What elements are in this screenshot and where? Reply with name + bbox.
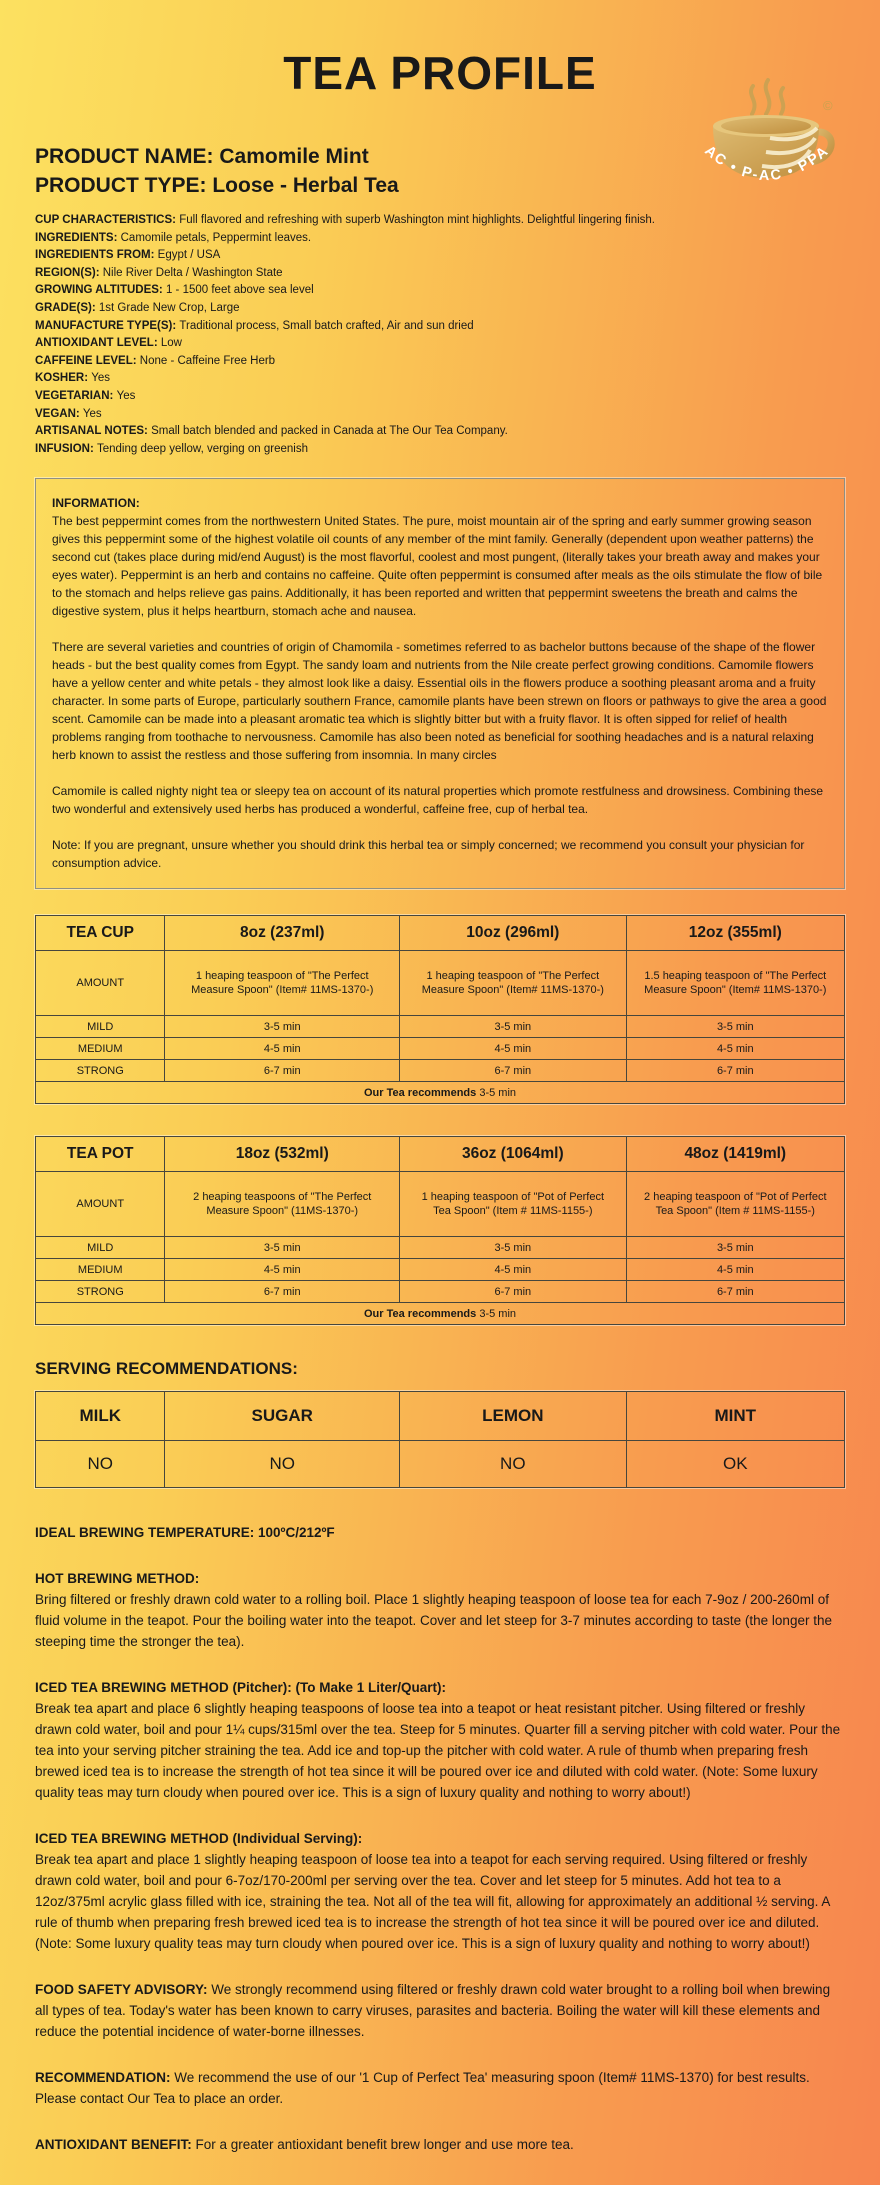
- serving-value-cell: NO: [36, 1441, 165, 1488]
- steep-table-tea-cup: [35, 915, 845, 1104]
- characteristic-label: INFUSION:: [35, 442, 97, 455]
- amount-cell: 1.5 heaping teaspoon of "The Perfect Measure Spoon" (Item# 11MS-1370-): [626, 951, 844, 1016]
- steep-size-header: 12oz (355ml): [626, 916, 844, 951]
- steep-footer-bold: Our Tea recommends: [363, 1307, 477, 1320]
- steep-time-cell: 6-7 min: [165, 1281, 400, 1303]
- advisory-label: ANTIOXIDANT BENEFIT:: [35, 2137, 196, 2153]
- teacup-logo: [696, 74, 838, 210]
- steep-time-cell: 6-7 min: [626, 1060, 844, 1082]
- steep-header-row: [36, 1137, 845, 1172]
- characteristic-line: [35, 370, 845, 388]
- serving-value-cell: NO: [165, 1441, 400, 1488]
- product-type-value: Loose - Herbal Tea: [212, 174, 399, 197]
- information-box: [35, 478, 845, 889]
- advisory-label: FOOD SAFETY ADVISORY:: [35, 1982, 212, 1998]
- brewing-method-body: Break tea apart and place 6 slightly heaping teaspoons of loose tea into a teapot or heat resistant pitcher. Using filtered or freshly drawn cold water, boil and pour 1¼ cups/315ml over the tea. Steep for 5 minutes. Quarter fill a serving pitcher with cold water. Pour the tea into your serving pitcher straining the tea. Add ice and top-up the pitcher with cold water. A rule of thumb when preparing fresh brewed iced tea is to increase the strength of hot tea since it will be poured over ice and diluted with cold water. (Note: Some luxury quality teas may turn cloudy when poured over ice. This is a sign of luxury quality and nothing to worry about!): [35, 1701, 841, 1801]
- brewing-method-section: [35, 1828, 845, 1954]
- characteristic-line: [35, 247, 845, 265]
- ideal-brewing-temperature: [35, 1522, 845, 1543]
- brewing-method-heading: ICED TEA BREWING METHOD (Individual Serving):: [35, 1831, 363, 1847]
- brewing-method-section: [35, 1677, 845, 1803]
- characteristic-label: CUP CHARACTERISTICS:: [35, 214, 180, 226]
- steep-size-header: 10oz (296ml): [400, 916, 627, 951]
- advisory-label: RECOMMENDATION:: [35, 2070, 175, 2086]
- serving-header-row: [36, 1392, 845, 1441]
- steep-time-cell: 3-5 min: [165, 1237, 400, 1259]
- steep-time-cell: 3-5 min: [626, 1237, 844, 1259]
- ideal-temp-value: 100ºC/212ºF: [258, 1525, 335, 1541]
- steep-size-header: 8oz (237ml): [165, 916, 400, 951]
- characteristic-value: Yes: [91, 372, 110, 385]
- steep-table-tea-pot: [35, 1136, 845, 1325]
- amount-cell: 2 heaping teaspoon of "Pot of Perfect Tea Spoon" (Item # 11MS-1155-): [626, 1172, 844, 1237]
- advisory-sections: [35, 1979, 845, 2155]
- amount-cell: 1 heaping teaspoon of "The Perfect Measure Spoon" (Item# 11MS-1370-): [165, 951, 400, 1016]
- steep-strength-row: [36, 1016, 845, 1038]
- characteristic-line: [35, 353, 845, 371]
- steep-strength-row: [36, 1038, 845, 1060]
- steep-time-cell: 6-7 min: [400, 1060, 627, 1082]
- steep-strength-row: [36, 1281, 845, 1303]
- characteristic-value: Yes: [82, 407, 102, 420]
- serving-value-row: [36, 1441, 845, 1488]
- brewing-method-sections: [35, 1568, 845, 1954]
- advisory-body: For a greater antioxidant benefit brew longer and use more tea.: [195, 2137, 574, 2153]
- product-name-label: PRODUCT NAME:: [35, 145, 214, 168]
- brewing-method-heading: ICED TEA BREWING METHOD (Pitcher): (To Make 1 Liter/Quart):: [35, 1680, 447, 1696]
- strength-label: STRONG: [36, 1060, 165, 1082]
- steep-size-header: 48oz (1419ml): [626, 1137, 844, 1172]
- steep-footer-text: 3-5 min: [476, 1086, 517, 1099]
- steep-strength-row: [36, 1259, 845, 1281]
- steep-time-cell: 4-5 min: [626, 1259, 844, 1281]
- characteristic-line: [35, 335, 845, 353]
- characteristic-label: VEGAN:: [35, 407, 83, 420]
- amount-cell: 1 heaping teaspoon of "Pot of Perfect Tea Spoon" (Item # 11MS-1155-): [400, 1172, 627, 1237]
- steep-table-title: TEA POT: [36, 1137, 165, 1172]
- information-paragraph: There are several varieties and countries of origin of Chamomila - sometimes referred to as bachelor buttons because of the shape of the flower heads - but the best quality comes from Egypt. The sandy loam and nutrients from the Nile create perfect growing conditions. Camomile flowers have a yellow center and white petals - they almost look like a daisy. Essential oils in the flowers produce a soothing pleasant aroma and a fruity character. In some parts of Europe, particularly southern France, camomile plants have been strewn on floors or pathways to give the area a good scent. Camomile can be made into a pleasant aromatic tea which is slightly bitter but with a fruity flavor. It is often sipped for relief of health problems ranging from toothache to nervousness. Camomile has also been noted as beneficial for soothing headaches and is a natural relaxing herb known to assist the restless and those suffering from insomnia. In many circles: [52, 640, 827, 763]
- steep-time-cell: 3-5 min: [400, 1237, 627, 1259]
- steep-time-cell: 4-5 min: [626, 1038, 844, 1060]
- characteristic-value: 1 - 1500 feet above sea level: [165, 284, 314, 297]
- steep-amount-row: [36, 1172, 845, 1237]
- steep-footer-text: 3-5 min: [476, 1307, 517, 1320]
- steep-time-cell: 4-5 min: [165, 1038, 400, 1060]
- characteristic-line: [35, 282, 845, 300]
- information-paragraph: The best peppermint comes from the northwestern United States. The pure, moist mountain air of the spring and early summer growing season gives this peppermint some of the highest volatile oil counts of any member of the mint family. Generally (dependent upon weather patterns) the second cut (takes place during mid/end August) is the most flavorful, coolest and most pungent, (literally takes your breath away and makes your eyes water). Peppermint is an herb and contains no caffeine. Quite often peppermint is consumed after meals as the oils stimulate the flow of bile to the stomach and helps relieve gas pains. Additionally, it has been reported and written that peppermint sweetens the breath and calms the digestive system, plus it helps heartburn, stomach ache and nausea.: [52, 514, 823, 619]
- steep-time-cell: 6-7 min: [400, 1281, 627, 1303]
- characteristic-line: [35, 441, 845, 459]
- advisory-body: We strongly recommend using filtered or freshly drawn cold water brought to a rolling boil when brewing all types of tea. Today's water has been known to carry viruses, parasites and bacteria. Boiling the water will kill these elements and reduce the potential incidence of water-borne illnesses.: [35, 1982, 831, 2040]
- characteristic-value: 1st Grade New Crop, Large: [98, 301, 240, 314]
- product-name-value: Camomile Mint: [219, 145, 369, 168]
- logo-arc-text: AC • P-AC • PPA: [701, 142, 833, 185]
- copyright-icon: ©: [823, 98, 833, 113]
- serving-table: [35, 1391, 845, 1488]
- product-type-label: PRODUCT TYPE:: [35, 174, 207, 197]
- steep-time-cell: 6-7 min: [165, 1060, 400, 1082]
- steep-footer-bold: Our Tea recommends: [363, 1086, 477, 1099]
- brewing-method-heading: HOT BREWING METHOD:: [35, 1571, 200, 1587]
- characteristic-label: GROWING ALTITUDES:: [35, 284, 166, 297]
- steep-amount-row: [36, 951, 845, 1016]
- page-title: TEA PROFILE: [283, 47, 597, 99]
- serving-header-cell: MILK: [36, 1392, 165, 1441]
- characteristics-list: [35, 212, 845, 458]
- characteristic-label: INGREDIENTS:: [35, 231, 121, 244]
- characteristic-line: [35, 212, 845, 230]
- characteristic-label: GRADE(S):: [35, 301, 99, 314]
- information-paragraphs: [52, 512, 828, 872]
- steep-footer-cell: [36, 1303, 845, 1325]
- amount-cell: 2 heaping teaspoons of "The Perfect Measure Spoon" (11MS-1370-): [165, 1172, 400, 1237]
- characteristic-value: Full flavored and refreshing with superb Washington mint highlights. Delightful lingering finish.: [179, 214, 655, 226]
- characteristic-value: Nile River Delta / Washington State: [102, 266, 283, 279]
- characteristic-value: Small batch blended and packed in Canada at The Our Tea Company.: [151, 425, 508, 438]
- characteristic-line: [35, 423, 845, 441]
- characteristic-value: Traditional process, Small batch crafted, Air and sun dried: [179, 319, 474, 332]
- tea-profile-document: [0, 46, 880, 2185]
- ideal-temp-label: IDEAL BREWING TEMPERATURE:: [35, 1525, 255, 1541]
- characteristic-value: None - Caffeine Free Herb: [139, 354, 276, 367]
- characteristic-line: [35, 406, 845, 424]
- steep-time-cell: 4-5 min: [400, 1038, 627, 1060]
- amount-label: AMOUNT: [36, 1172, 165, 1237]
- steep-time-cell: 3-5 min: [400, 1016, 627, 1038]
- characteristic-label: KOSHER:: [35, 372, 92, 385]
- steep-table-title: TEA CUP: [36, 916, 165, 951]
- steep-strength-row: [36, 1060, 845, 1082]
- steep-footer-row: [36, 1303, 845, 1325]
- serving-header-cell: SUGAR: [165, 1392, 400, 1441]
- steep-header-row: [36, 916, 845, 951]
- strength-label: MILD: [36, 1237, 165, 1259]
- characteristic-value: Low: [160, 337, 182, 350]
- characteristic-label: INGREDIENTS FROM:: [35, 249, 158, 262]
- information-paragraph: Note: If you are pregnant, unsure whether you should drink this herbal tea or simply concerned; we recommend you consult your physician for consumption advice.: [52, 838, 805, 871]
- advisory-section: [35, 2067, 845, 2109]
- strength-label: MILD: [36, 1016, 165, 1038]
- serving-recommendations-heading: SERVING RECOMMENDATIONS:: [35, 1359, 298, 1379]
- strength-label: MEDIUM: [36, 1259, 165, 1281]
- strength-label: MEDIUM: [36, 1038, 165, 1060]
- steep-time-cell: 3-5 min: [165, 1016, 400, 1038]
- characteristic-line: [35, 300, 845, 318]
- steep-time-cell: 6-7 min: [626, 1281, 844, 1303]
- steep-strength-row: [36, 1237, 845, 1259]
- characteristic-line: [35, 230, 845, 248]
- steep-time-cell: 3-5 min: [626, 1016, 844, 1038]
- characteristic-value: Egypt / USA: [157, 249, 221, 262]
- steep-footer-cell: [36, 1082, 845, 1104]
- brewing-method-body: Break tea apart and place 1 slightly heaping teaspoon of loose tea into a teapot for each serving required. Using filtered or freshly drawn cold water, boil and pour 6-7oz/170-200ml per serving over the tea. Cover and let steep for 5 minutes. Add hot tea to a 12oz/375ml acrylic glass filled with ice, straining the tea. Not all of the tea will fit, allowing for approximately an additional ½ serving. A rule of thumb when preparing fresh brewed iced tea is to increase the strength of hot tea since it will be poured over ice and diluted. (Note: Some luxury quality teas may turn cloudy when poured over ice. This is a sign of luxury quality and nothing to worry about!): [35, 1852, 830, 1952]
- characteristic-label: MANUFACTURE TYPE(S):: [35, 319, 180, 332]
- serving-value-cell: OK: [626, 1441, 844, 1488]
- characteristic-line: [35, 265, 845, 283]
- characteristic-line: [35, 318, 845, 336]
- serving-header-cell: MINT: [626, 1392, 844, 1441]
- characteristic-value: Camomile petals, Peppermint leaves.: [120, 231, 312, 244]
- strength-label: STRONG: [36, 1281, 165, 1303]
- serving-value-cell: NO: [400, 1441, 627, 1488]
- serving-table-wrap: [35, 1391, 845, 1488]
- steep-footer-row: [36, 1082, 845, 1104]
- characteristic-label: CAFFEINE LEVEL:: [35, 354, 140, 367]
- steep-tables: [35, 915, 845, 1325]
- amount-label: AMOUNT: [36, 951, 165, 1016]
- advisory-section: [35, 2134, 845, 2155]
- advisory-body: We recommend the use of our '1 Cup of Perfect Tea' measuring spoon (Item# 11MS-1370) for best results. Please contact Our Tea to place an order.: [35, 2070, 810, 2107]
- steep-time-cell: 4-5 min: [400, 1259, 627, 1281]
- characteristic-label: ANTIOXIDANT LEVEL:: [35, 337, 161, 350]
- brewing-method-section: [35, 1568, 845, 1652]
- serving-header-cell: LEMON: [400, 1392, 627, 1441]
- information-heading: INFORMATION:: [52, 496, 140, 511]
- steam-icon: [751, 80, 783, 114]
- advisory-section: [35, 1979, 845, 2042]
- brewing-method-body: Bring filtered or freshly drawn cold water to a rolling boil. Place 1 slightly heaping teaspoon of loose tea for each 7-9oz / 200-260ml of fluid volume in the teapot. Pour the boiling water into the teapot. Cover and let steep for 3-7 minutes according to taste (the longer the steeping time the stronger the tea).: [35, 1592, 832, 1650]
- characteristic-label: REGION(S):: [35, 266, 103, 279]
- characteristic-value: Tending deep yellow, verging on greenish: [96, 442, 308, 455]
- information-paragraph: Camomile is called nighty night tea or sleepy tea on account of its natural properties which promote restfulness and drowsiness. Combining these two wonderful and extensively used herbs has produced a wonderful, caffeine free, cup of herbal tea.: [52, 784, 824, 817]
- amount-cell: 1 heaping teaspoon of "The Perfect Measure Spoon" (Item# 11MS-1370-): [400, 951, 627, 1016]
- characteristic-label: ARTISANAL NOTES:: [35, 425, 152, 438]
- steep-size-header: 18oz (532ml): [165, 1137, 400, 1172]
- steep-size-header: 36oz (1064ml): [400, 1137, 627, 1172]
- characteristic-value: Yes: [116, 389, 136, 402]
- steep-time-cell: 4-5 min: [165, 1259, 400, 1281]
- characteristic-line: [35, 388, 845, 406]
- characteristic-label: VEGETARIAN:: [35, 389, 117, 402]
